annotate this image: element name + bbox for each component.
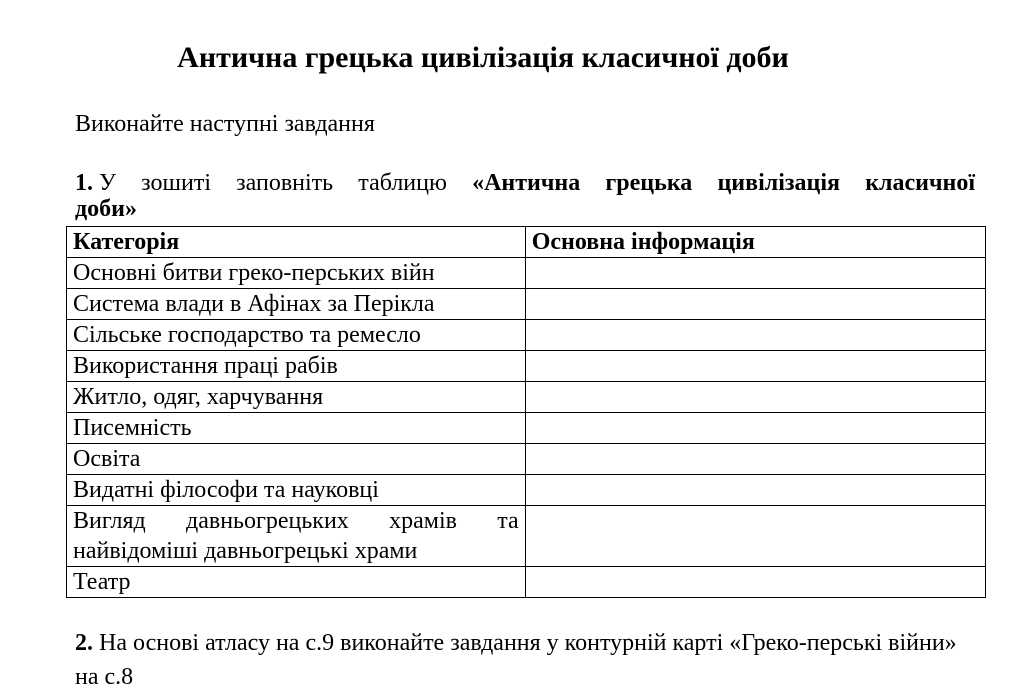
category-cell: Театр xyxy=(67,567,526,598)
info-cell[interactable] xyxy=(525,444,985,475)
category-word: Вигляд xyxy=(73,508,146,534)
task-1-word: класичної xyxy=(865,170,975,196)
category-cell: Освіта xyxy=(67,444,526,475)
category-word: храмів xyxy=(389,508,457,534)
category-line-1 xyxy=(73,506,519,536)
task-1 xyxy=(75,168,975,224)
table-row xyxy=(67,258,986,289)
page-title: Антична грецька цивілізація класичної доби xyxy=(177,41,789,74)
category-line-2: найвідоміші давньогрецькі храми xyxy=(73,538,418,564)
category-cell: Видатні філософи та науковці xyxy=(67,475,526,506)
info-cell[interactable] xyxy=(525,413,985,444)
table-row xyxy=(67,444,986,475)
task-1-number: 1. xyxy=(75,170,93,196)
info-cell[interactable] xyxy=(525,475,985,506)
task-1-word: таблицю xyxy=(358,170,447,196)
info-cell[interactable] xyxy=(525,382,985,413)
task-1-line-1 xyxy=(75,168,975,198)
table-row xyxy=(67,413,986,444)
task-2-text: На основі атласу на с.9 виконайте завдання у контурній карті «Греко-перські війни» на с.8 xyxy=(75,630,957,690)
header-main-info: Основна інформація xyxy=(525,227,985,258)
category-cell: Писемність xyxy=(67,413,526,444)
task-1-word: зошиті xyxy=(141,170,211,196)
task-1-word: «Антична xyxy=(472,170,581,196)
header-category: Категорія xyxy=(67,227,526,258)
table-row xyxy=(67,506,986,567)
table-row xyxy=(67,289,986,320)
task-2-number: 2. xyxy=(75,630,93,656)
task-1-word: цивілізація xyxy=(717,170,841,196)
task-1-word: У xyxy=(99,170,116,196)
category-cell xyxy=(67,506,526,567)
task-1-word: заповніть xyxy=(236,170,334,196)
info-cell[interactable] xyxy=(525,289,985,320)
info-cell[interactable] xyxy=(525,351,985,382)
info-table xyxy=(66,226,986,598)
table-row xyxy=(67,475,986,506)
table-row xyxy=(67,320,986,351)
category-cell: Використання праці рабів xyxy=(67,351,526,382)
category-cell: Основні битви греко-перських війн xyxy=(67,258,526,289)
task-1-word: грецька xyxy=(605,170,693,196)
table-row xyxy=(67,351,986,382)
table-row xyxy=(67,567,986,598)
table-row xyxy=(67,382,986,413)
info-cell[interactable] xyxy=(525,320,985,351)
category-cell: Житло, одяг, харчування xyxy=(67,382,526,413)
task-2 xyxy=(75,626,975,694)
category-word: та xyxy=(497,508,519,534)
category-cell: Система влади в Афінах за Перікла xyxy=(67,289,526,320)
info-cell[interactable] xyxy=(525,506,985,567)
task-1-line-2: доби» xyxy=(75,196,137,222)
category-word: давньогрецьких xyxy=(186,508,349,534)
table-header-row xyxy=(67,227,986,258)
category-cell: Сільське господарство та ремесло xyxy=(67,320,526,351)
info-cell[interactable] xyxy=(525,258,985,289)
info-cell[interactable] xyxy=(525,567,985,598)
instruction-text: Виконайте наступні завдання xyxy=(75,111,375,137)
